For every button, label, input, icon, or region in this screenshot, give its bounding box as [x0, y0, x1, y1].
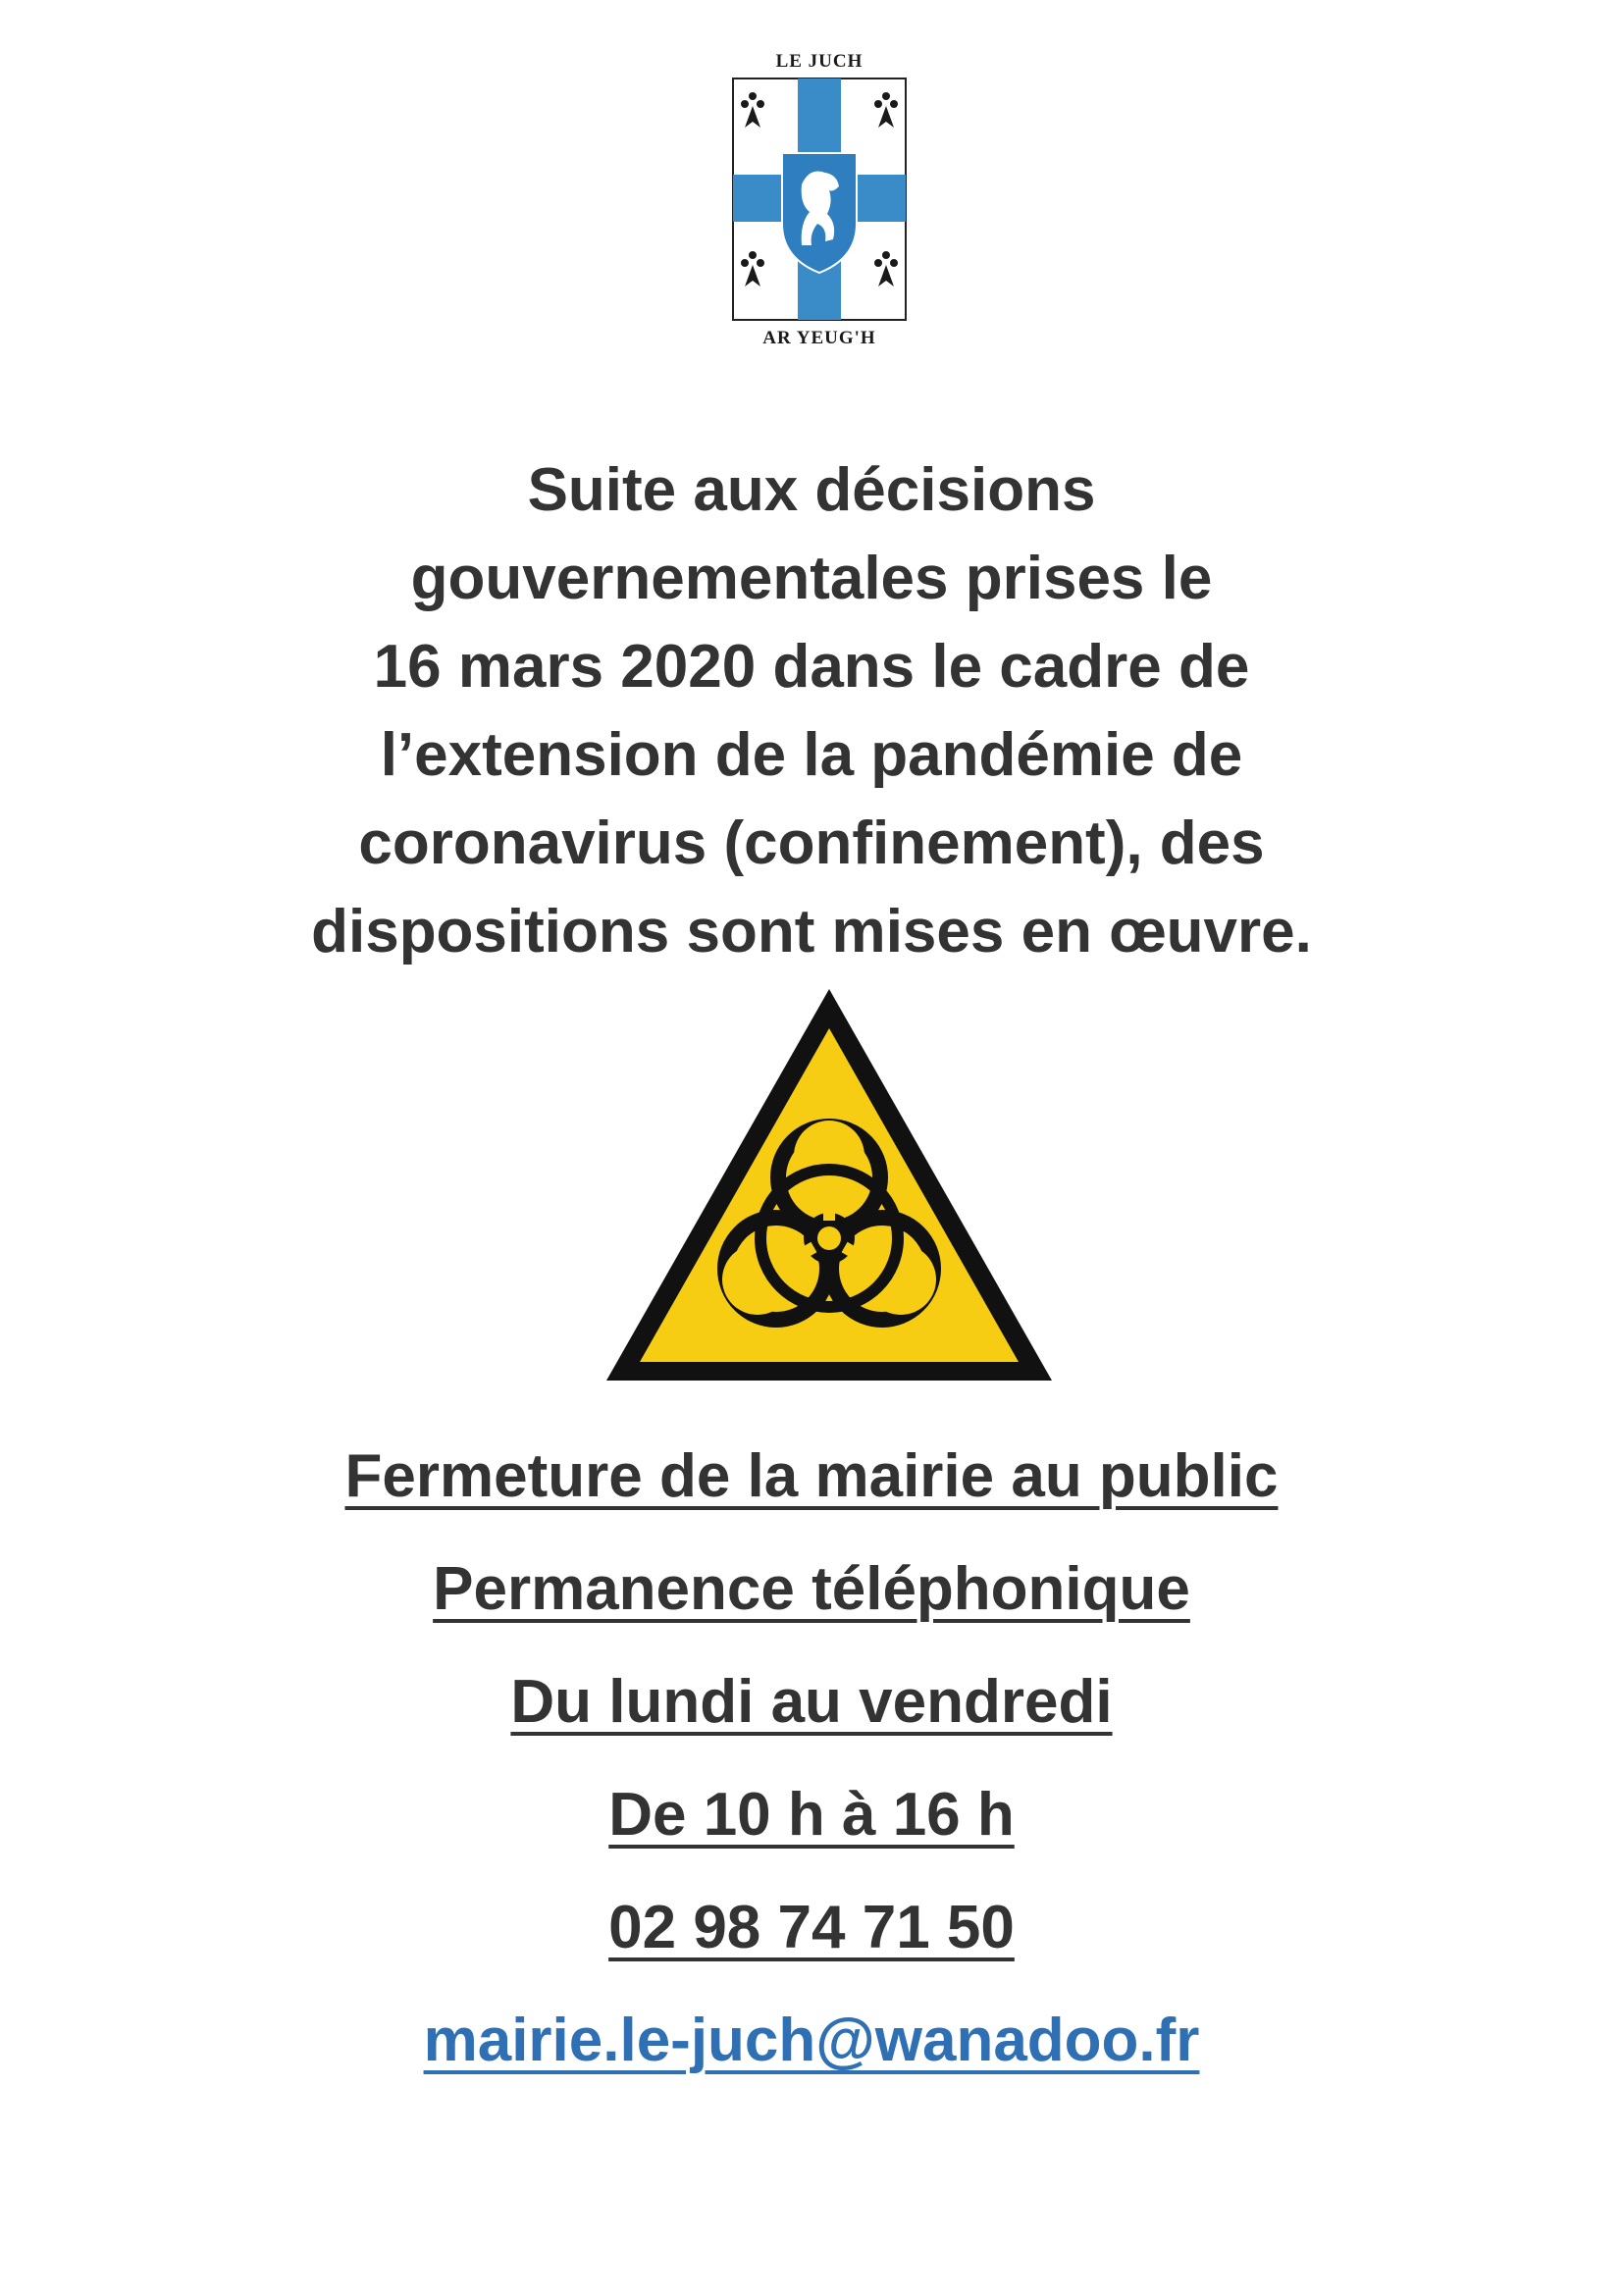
email-link[interactable]: mairie.le-juch@wanadoo.fr: [423, 2007, 1200, 2074]
intro-line: coronavirus (confinement), des: [358, 809, 1265, 877]
intro-line: Suite aux décisions: [527, 456, 1096, 524]
permanence-notice: Permanence téléphonique: [433, 1555, 1190, 1623]
intro-line: 16 mars 2020 dans le cadre de: [373, 633, 1250, 701]
crest-top-text: LE JUCH: [775, 51, 864, 72]
opening-days: Du lundi au vendredi: [510, 1668, 1113, 1736]
biohazard-warning-sign: [599, 981, 1060, 1393]
intro-line: dispositions sont mises en œuvre.: [311, 898, 1312, 965]
contact-info: [0, 1428, 1623, 2105]
town-crest: [721, 51, 917, 348]
biohazard-icon: [599, 981, 1060, 1388]
coat-of-arms-icon: [731, 77, 908, 322]
intro-text: [0, 446, 1623, 976]
phone-number: 02 98 74 71 50: [608, 1894, 1015, 1961]
opening-hours: De 10 h à 16 h: [608, 1781, 1015, 1849]
crest-bottom-text: AR YEUG'H: [762, 328, 876, 348]
closure-notice: Fermeture de la mairie au public: [344, 1442, 1279, 1510]
intro-line: gouvernementales prises le: [410, 545, 1213, 612]
intro-line: l’extension de la pandémie de: [380, 721, 1243, 789]
